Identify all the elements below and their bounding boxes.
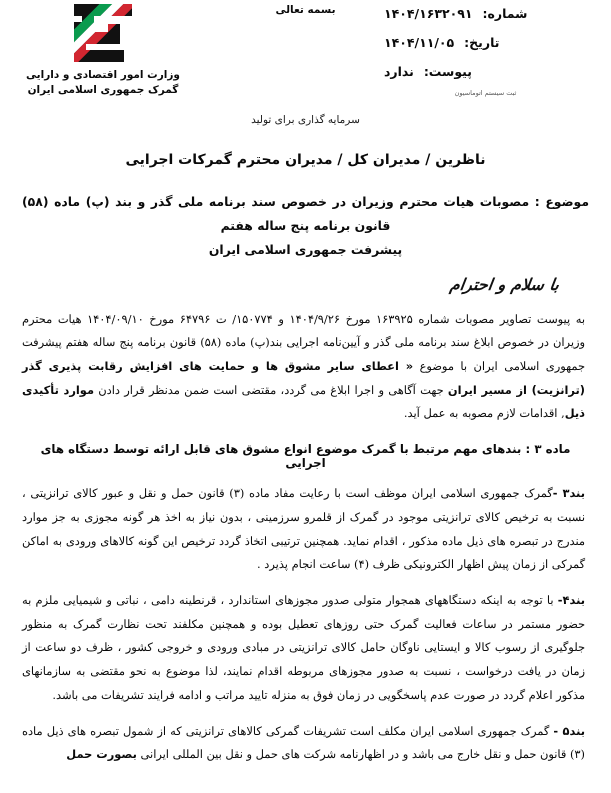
document-date-label: تاریخ: [464, 35, 500, 50]
addressee-line: ناظرین / مدیران کل / مدیران محترم گمرکات اجرایی [125, 152, 486, 168]
intro-part-1: به پیوست تصاویر مصوبات شماره ۱۶۳۹۲۵ مورخ ۱۴۰۴/۹/۲۶ و ۱۵۰۷۷۴/ ت ۶۴۷۹۶ مورخ ۱۴۰۴/۰۹/۱۰ هیات محترم وزیران در خصوص ابلاغ سند برنامه ملی گذر و آیین‌نامه اجرایی بند(پ) ماده (۵۸) قانون برنامه پنج ساله هفتم پیشرفت جمهوری اسلامی ایران با موضوع [22, 311, 585, 373]
clause-3-text: گمرک جمهوری اسلامی ایران موظف است با رعایت مفاد ماده (۳) قانون حمل و نقل و عبور کالای ترانزیتی ، نسبت به ترخیص کالای ترانزیتی موجود در گمرک از قلمرو سرزمینی ، بدون نیاز به اخذ هر گونه مجوزی به جز موارد مندرج در تبصره های ذیل ماده مذکور ، اقدام نماید. همچنین ترتیبی اتخاذ گردد ترخیص این گونه کالاهای ورودی به اماکن گمرکی از زمان پیش اظهار الکترونیکی ظرف (۴) ساعت انجام پذیرد . [22, 486, 585, 572]
document-date-row [384, 35, 599, 50]
clause-5-text: گمرک جمهوری اسلامی ایران مکلف است تشریفات گمرکی کالاهای ترانزیتی که از شمول تبصره های ذیل ماده (۳) قانون حمل و نقل خارج می باشد و در اظهارنامه شرکت های حمل و نقل بین المللی ایرانی [22, 723, 585, 762]
clause-4-text: با توجه به اینکه دستگاههای همجوار متولی صدور مجوزهای استاندارد ، قرنطینه دامی ، نباتی و شیمیایی ملزم به حضور مستمر در ساعات فعالیت گمرک حتی روزهای تعطیل بوده و همچنین مکلفند تحت نظارت گمرک به منظور جلوگیری از رسوب کالا و ایستایی ناوگان حامل کالای ترانزیتی در مبادی ورودی و خروجی کشور ، ظرف دو ساعت از زمان در یافت درخواست ، نسبت به صدور مجوزهای مربوطه اقدام نمایند، لذا موضوع به نحو مقتضی به سازمانهای مذکور اعلام گردد در صورت عدم پاسخگویی در زمان فوق به منزله تایید مراتب و ادامه فرایند تشریفات می باشد. [22, 593, 585, 702]
slogan-text: سرمایه گذاری برای تولید [251, 114, 360, 126]
clause-5-bold-tail: بصورت حمل [66, 747, 137, 762]
section-heading-article-3: ماده ۳ : بندهای مهم مرتبط با گمرک موضوع انواع مشوق های قابل ارائه توسط دستگاه های اجرایی [40, 442, 571, 471]
organization-block [14, 2, 192, 98]
automation-stamp: ثبت سیستم اتوماسیون [454, 89, 517, 97]
iran-customs-logo-icon [64, 2, 142, 64]
handwritten-salutation: با سلام و احترام [448, 274, 561, 294]
document-attachment-label: پیوست: [423, 64, 472, 79]
document-attachment-value: ندارد [384, 64, 414, 79]
document-date-value: ۱۴۰۴/۱۱/۰۵ [384, 35, 455, 50]
subject-line-2: پیشرفت جمهوری اسلامی ایران [208, 242, 403, 258]
intro-bold-2: موارد تأکیدی ذیل [22, 382, 585, 421]
document-attachment-row [384, 64, 599, 79]
ministry-name: وزارت امور اقتصادی و دارایی [26, 69, 180, 81]
document-number-value: ۱۴۰۴/۱۶۳۲۰۹۱ [384, 6, 473, 21]
subject-block [22, 190, 589, 263]
clause-band-4 [22, 589, 585, 708]
document-number-label: شماره: [482, 6, 528, 21]
intro-part-2: جهت آگاهی و اجرا ابلاغ می گردد، مقتضی است ضمن مدنظر قرار دادن [94, 382, 448, 397]
document-header [0, 0, 611, 108]
basmala-text: بسمه تعالی [275, 4, 336, 16]
clause-band-3 [22, 482, 585, 577]
header-metadata [384, 6, 599, 97]
intro-paragraph [22, 308, 585, 427]
clause-4-lead: بند۴- [557, 593, 585, 608]
intro-part-3: , اقدامات لازم مصوبه به عمل آید. [403, 406, 565, 421]
intro-bold-1: « اعطای سایر مشوق ها و حمایت های افزایش رقابت پذیری گذر (ترانزیت) از مسیر ایران [22, 359, 585, 397]
subject-line-1: موضوع : مصوبات هیات محترم وزیران در خصوص سند برنامه ملی گذر و بند (پ) ماده (۵۸) قانون برنامه پنج ساله هفتم [22, 194, 589, 234]
agency-name: گمرک جمهوری اسلامی ایران [27, 84, 179, 97]
clause-5-lead: بند۵ - [553, 723, 585, 738]
clause-3-lead: بند۳ - [552, 486, 585, 501]
clause-band-5 [22, 720, 585, 767]
